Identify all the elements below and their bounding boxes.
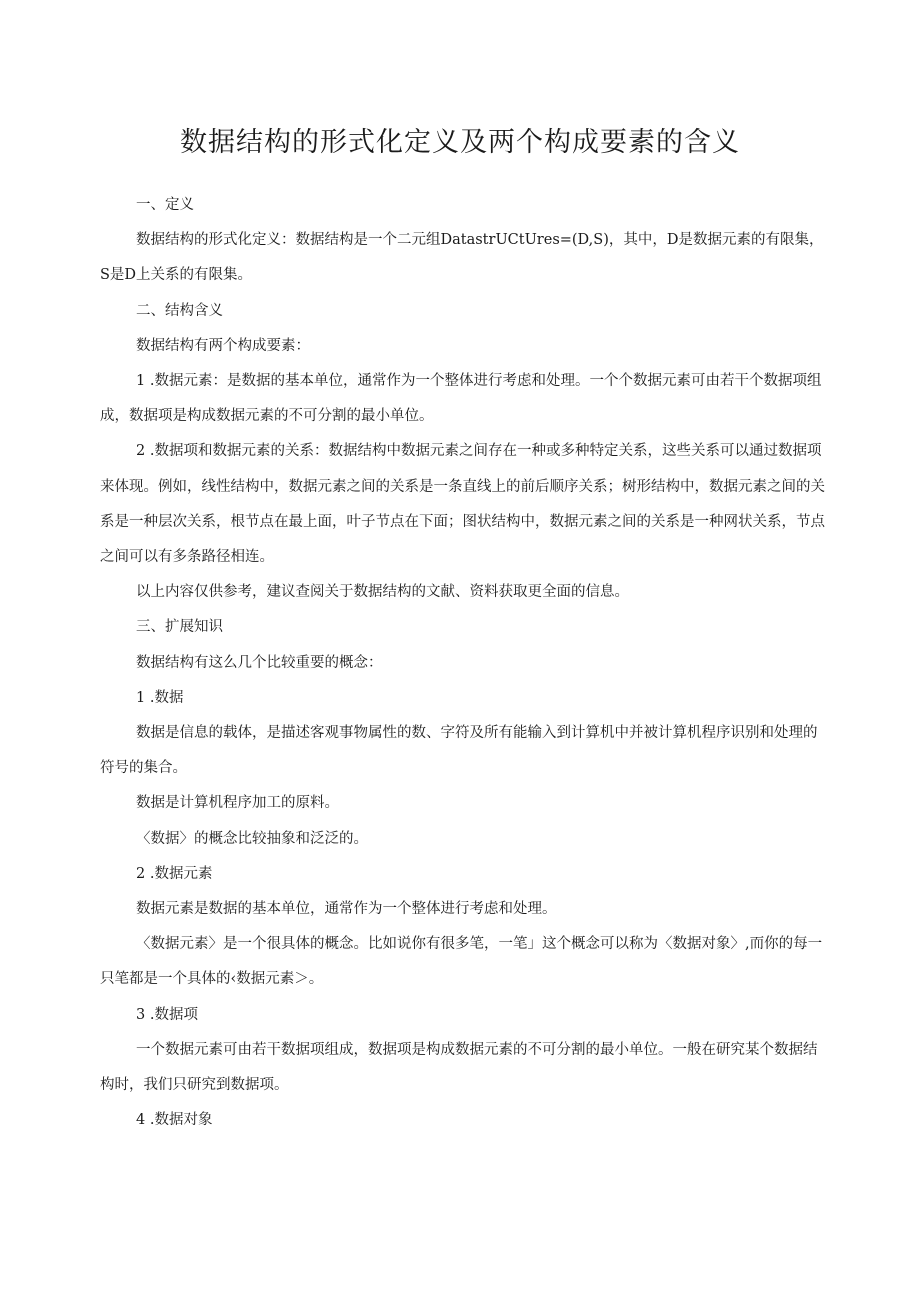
document-title: 数据结构的形式化定义及两个构成要素的含义 <box>180 127 740 159</box>
paragraph-data-item-definition: 一个数据元素可由若干数据项组成，数据项是构成数据元素的不可分割的最小单位。一般在研究某个数据结构时，我们只研究到数据项。 <box>100 1041 818 1094</box>
paragraph-reference-note: 以上内容仅供参考，建议查阅关于数据结构的文献、资料获取更全面的信息。 <box>136 584 629 601</box>
section-heading-definition: 一、定义 <box>136 197 194 213</box>
subheading-data-object: 4 .数据对象 <box>136 1112 213 1129</box>
list-item-data-element: 1 .数据元素：是数据的基本单位，通常作为一个整体进行考虑和处理。一个个数据元素可由若干个数据项组成，数据项是构成数据元素的不可分割的最小单位。 <box>100 373 822 425</box>
subheading-data-item: 3 .数据项 <box>136 1006 198 1023</box>
section-heading-extended-knowledge: 三、扩展知识 <box>136 619 223 636</box>
paragraph-data-element-example: 〈数据元素〉是一个很具体的概念。比如说你有很多笔，一笔」这个概念可以称为〈数据对象〉,而你的每一只笔都是一个具体的‹数据元素＞。 <box>100 936 823 988</box>
document-body <box>100 188 826 1138</box>
paragraph-data-raw-material: 数据是计算机程序加工的原料。 <box>136 795 339 812</box>
paragraph-two-elements: 数据结构有两个构成要素： <box>136 337 310 354</box>
paragraph-data-abstract: 〈数据〉的概念比较抽象和泛泛的。 <box>136 830 368 847</box>
section-heading-structure-meaning: 二、结构含义 <box>136 302 223 319</box>
list-item-data-item-relation: 2 .数据项和数据元素的关系：数据结构中数据元素之间存在一种或多种特定关系，这些关系可以通过数据项来体现。例如，线性结构中，数据元素之间的关系是一条直线上的前后顺序关系；树形结构中，数据元素之间的关系是一种层次关系，根节点在最上面，叶子节点在下面；图状结构中，数据元素之间的关系是一种网状关系，节点之间可以有多条路径相连。 <box>100 443 825 566</box>
paragraph-formal-definition: 数据结构的形式化定义：数据结构是一个二元组DatastrUCtUres=(D,S)，其中，D是数据元素的有限集，S是D上关系的有限集。 <box>100 232 824 284</box>
subheading-data: 1 .数据 <box>136 689 184 706</box>
paragraph-data-definition: 数据是信息的载体，是描述客观事物属性的数、字符及所有能输入到计算机中并被计算机程序识别和处理的符号的集合。 <box>100 725 818 777</box>
paragraph-important-concepts: 数据结构有这么几个比较重要的概念： <box>136 654 383 671</box>
subheading-data-element: 2 .数据元素 <box>136 865 213 882</box>
paragraph-data-element-definition: 数据元素是数据的基本单位，通常作为一个整体进行考虑和处理。 <box>136 901 557 918</box>
